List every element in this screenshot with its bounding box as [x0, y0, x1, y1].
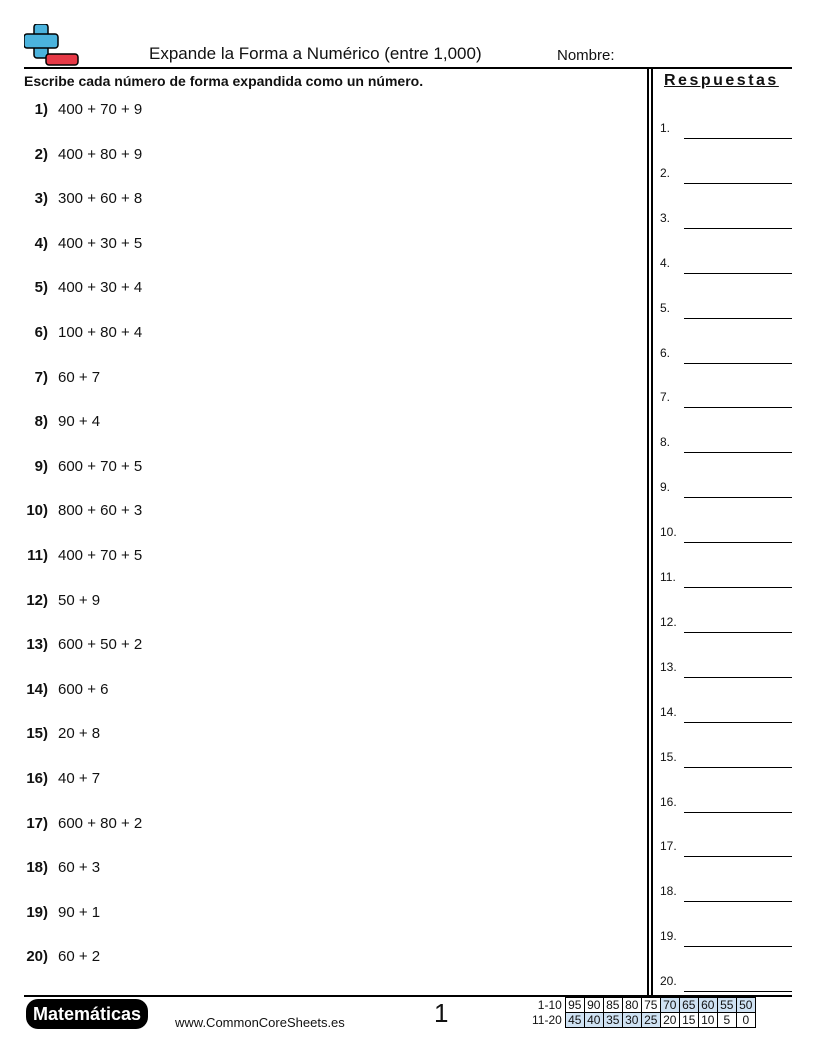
problem-item [0, 592, 100, 612]
problem-number: 11) [27, 547, 48, 564]
problem-item [0, 815, 142, 835]
answer-blank-line[interactable] [684, 901, 792, 902]
math-plus-minus-logo-icon [24, 24, 80, 68]
score-cell: 90 [584, 998, 603, 1013]
answer-row [660, 166, 792, 184]
problem-expression: 100 + 80 + 4 [58, 324, 143, 341]
problem-number: 3) [34, 190, 48, 208]
answer-number: 13. [660, 659, 677, 674]
header-divider [24, 67, 792, 69]
problem-item [0, 948, 100, 968]
problem-number: 8) [34, 413, 48, 431]
score-cell: 55 [717, 998, 736, 1013]
problem-expression: 600 + 6 [58, 680, 109, 698]
answer-row [660, 974, 792, 992]
problem-item [0, 681, 108, 701]
score-cell: 95 [565, 998, 584, 1013]
score-row-label: 11-20 [532, 1013, 562, 1027]
answers-title: Respuestas [664, 72, 779, 89]
score-row-label: 1-10 [537, 998, 562, 1012]
problem-item [0, 770, 100, 790]
score-cell: 75 [641, 998, 660, 1013]
answer-row [660, 795, 792, 813]
answer-blank-line[interactable] [684, 273, 792, 274]
problem-expression: 90 + 1 [58, 903, 101, 921]
answer-row [660, 301, 792, 319]
problem-number: 4) [34, 234, 48, 252]
score-cell: 45 [565, 1013, 584, 1028]
problem-item [0, 324, 142, 344]
problem-expression: 60 + 2 [58, 948, 101, 966]
problem-expression: 800 + 60 + 3 [58, 502, 143, 520]
page-number: 1 [434, 998, 449, 1028]
score-cell: 15 [679, 1013, 698, 1028]
problem-expression: 600 + 80 + 2 [58, 814, 143, 832]
answer-row [660, 750, 792, 768]
answer-blank-line[interactable] [684, 542, 792, 543]
answer-number: 9. [660, 480, 671, 495]
instructions: Escribe cada número de forma expandida como un número. [24, 73, 424, 89]
problem-item [0, 502, 142, 522]
problem-number: 14) [26, 680, 48, 698]
answer-blank-line[interactable] [684, 722, 792, 723]
answer-number: 11. [660, 570, 676, 584]
problem-item [0, 146, 142, 166]
answer-row [660, 256, 792, 274]
answer-blank-line[interactable] [684, 767, 792, 768]
problem-expression: 400 + 30 + 5 [58, 234, 143, 252]
score-cell: 40 [584, 1013, 603, 1028]
answer-blank-line[interactable] [684, 946, 792, 947]
problem-expression: 400 + 70 + 5 [58, 547, 143, 564]
answer-blank-line[interactable] [684, 587, 792, 588]
problem-number: 5) [34, 279, 48, 297]
problem-item [0, 279, 142, 299]
answer-row [660, 705, 792, 723]
problem-expression: 50 + 9 [58, 591, 101, 609]
problem-item [0, 190, 142, 210]
score-cell: 5 [717, 1013, 736, 1028]
score-cell: 30 [622, 1013, 641, 1028]
score-cell: 70 [660, 998, 679, 1013]
answer-blank-line[interactable] [684, 452, 792, 453]
answer-blank-line[interactable] [684, 318, 792, 319]
answer-row [660, 660, 792, 678]
problem-item [0, 636, 142, 656]
problem-number: 10) [26, 502, 48, 520]
answer-row [660, 346, 792, 364]
answer-number: 7. [660, 390, 671, 405]
answer-blank-line[interactable] [684, 812, 792, 813]
problem-item [0, 101, 142, 121]
answer-number: 4. [660, 255, 671, 270]
answer-number: 5. [660, 300, 671, 315]
answer-row [660, 435, 792, 453]
problem-number: 20) [26, 948, 48, 966]
answer-number: 17. [660, 839, 677, 854]
answer-number: 14. [660, 704, 677, 719]
score-cell: 60 [698, 998, 717, 1013]
problem-expression: 90 + 4 [58, 413, 101, 431]
answer-number: 15. [660, 749, 677, 764]
column-divider [651, 69, 653, 995]
column-divider [647, 69, 649, 995]
score-cell: 0 [736, 1013, 755, 1028]
problem-expression: 400 + 70 + 9 [58, 101, 143, 118]
answer-row [660, 615, 792, 633]
score-cell: 25 [641, 1013, 660, 1028]
worksheet-title: Expande la Forma a Numérico (entre 1,000) [149, 44, 482, 63]
answer-number: 12. [660, 614, 677, 629]
answer-blank-line[interactable] [684, 677, 792, 678]
problem-item [0, 413, 100, 433]
brand-badge: Matemáticas [26, 999, 148, 1029]
problem-number: 15) [26, 725, 48, 743]
problem-item [0, 458, 142, 478]
problem-number: 6) [34, 324, 48, 341]
answer-row [660, 570, 792, 588]
problem-item [0, 725, 100, 745]
answer-row [660, 390, 792, 408]
answer-number: 10. [660, 525, 677, 540]
problem-expression: 600 + 50 + 2 [58, 636, 143, 654]
answer-number: 20. [660, 974, 677, 989]
answer-row [660, 121, 792, 139]
answer-number: 19. [660, 929, 677, 944]
problem-expression: 40 + 7 [58, 770, 101, 787]
answer-row [660, 525, 792, 543]
problem-number: 7) [34, 368, 48, 386]
score-row [530, 1013, 755, 1028]
score-cell: 50 [736, 998, 755, 1013]
score-row [530, 998, 755, 1013]
answer-blank-line[interactable] [684, 228, 792, 229]
problem-number: 9) [34, 457, 48, 475]
answer-number: 8. [660, 435, 671, 450]
answer-row [660, 929, 792, 947]
answer-number: 3. [660, 210, 671, 225]
name-label: Nombre: [557, 47, 615, 64]
problem-number: 12) [26, 591, 48, 609]
answer-blank-line[interactable] [684, 363, 792, 364]
problem-item [0, 369, 100, 389]
answer-row [660, 839, 792, 857]
answer-row [660, 884, 792, 902]
problem-expression: 600 + 70 + 5 [58, 457, 143, 475]
answer-number: 6. [660, 345, 671, 360]
problem-expression: 400 + 30 + 4 [58, 279, 143, 297]
problem-item [0, 904, 100, 924]
score-cell: 65 [679, 998, 698, 1013]
problem-expression: 20 + 8 [58, 725, 101, 743]
answer-blank-line[interactable] [684, 497, 792, 498]
answer-blank-line[interactable] [684, 632, 792, 633]
problem-number: 17) [26, 814, 48, 832]
problem-item [0, 859, 100, 879]
problem-number: 19) [26, 903, 48, 921]
answer-number: 2. [660, 165, 671, 180]
answer-blank-line[interactable] [684, 138, 792, 139]
problem-expression: 60 + 7 [58, 368, 101, 386]
answer-row [660, 211, 792, 229]
problem-item [0, 547, 142, 567]
problem-expression: 60 + 3 [58, 859, 101, 877]
score-cell: 35 [603, 1013, 622, 1028]
answer-number: 18. [660, 884, 677, 899]
problem-number: 13) [26, 636, 48, 654]
website-link[interactable]: www.CommonCoreSheets.es [175, 1015, 345, 1030]
problem-expression: 300 + 60 + 8 [58, 190, 143, 208]
problem-number: 16) [26, 770, 48, 787]
score-cell: 20 [660, 1013, 679, 1028]
score-table [530, 997, 756, 1028]
score-cell: 10 [698, 1013, 717, 1028]
problem-number: 18) [26, 859, 48, 877]
answer-number: 16. [660, 794, 677, 809]
answer-number: 1. [660, 121, 671, 135]
answer-blank-line[interactable] [684, 991, 792, 992]
problem-item [0, 235, 142, 255]
problem-expression: 400 + 80 + 9 [58, 145, 143, 163]
score-cell: 85 [603, 998, 622, 1013]
problem-number: 1) [34, 101, 48, 118]
answer-blank-line[interactable] [684, 183, 792, 184]
score-cell: 80 [622, 998, 641, 1013]
answer-row [660, 480, 792, 498]
problem-number: 2) [34, 145, 48, 163]
answer-blank-line[interactable] [684, 407, 792, 408]
answer-blank-line[interactable] [684, 856, 792, 857]
